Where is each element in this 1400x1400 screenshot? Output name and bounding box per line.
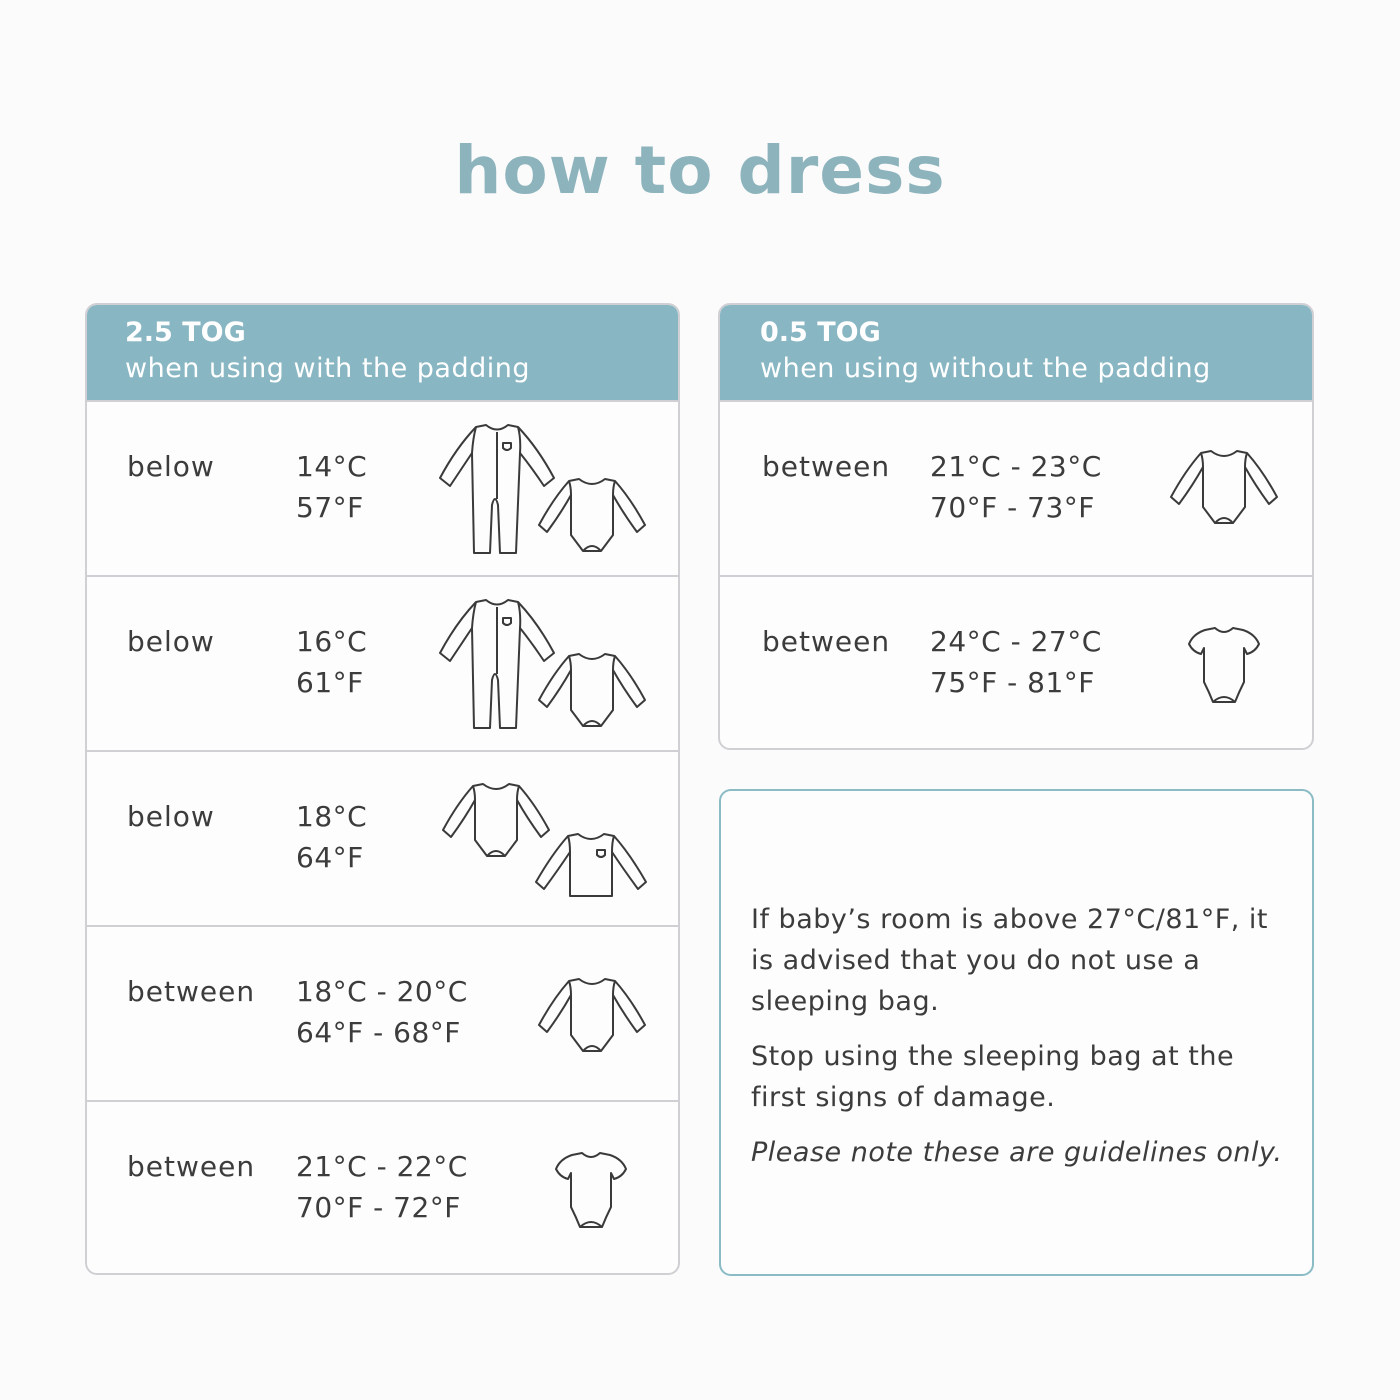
tog-2-5-table — [85, 303, 680, 1275]
temp-celsius: 14°C — [296, 450, 368, 483]
tog-0-5-table — [718, 303, 1314, 750]
table-row — [87, 1100, 678, 1275]
safety-note — [719, 789, 1314, 1276]
temp-celsius: 18°C - 20°C — [296, 975, 468, 1008]
table-row — [87, 575, 678, 750]
long-sleeve-bodysuit-icon — [537, 475, 647, 555]
tog-rating: 2.5 TOG — [125, 317, 246, 348]
temp-celsius: 18°C — [296, 800, 368, 833]
temp-fahrenheit: 64°F — [296, 841, 364, 874]
temp-fahrenheit: 61°F — [296, 666, 364, 699]
table-header — [720, 305, 1312, 400]
condition-label: between — [762, 625, 891, 658]
condition-label: between — [127, 975, 256, 1008]
temp-fahrenheit: 57°F — [296, 491, 364, 524]
table-row — [87, 925, 678, 1100]
condition-label: between — [762, 450, 891, 483]
temp-fahrenheit: 75°F - 81°F — [930, 666, 1095, 699]
temp-fahrenheit: 70°F - 73°F — [930, 491, 1095, 524]
temp-celsius: 21°C - 22°C — [296, 1150, 468, 1183]
temp-fahrenheit: 64°F - 68°F — [296, 1016, 461, 1049]
long-sleeve-top-icon — [534, 830, 648, 900]
temp-fahrenheit: 70°F - 72°F — [296, 1191, 461, 1224]
temp-celsius: 24°C - 27°C — [930, 625, 1102, 658]
tog-rating: 0.5 TOG — [760, 317, 881, 348]
condition-label: between — [127, 1150, 256, 1183]
temp-celsius: 21°C - 23°C — [930, 450, 1102, 483]
tog-subtitle: when using without the padding — [760, 353, 1211, 384]
note-guidelines: Please note these are guidelines only. — [751, 1137, 1283, 1168]
tog-subtitle: when using with the padding — [125, 353, 530, 384]
long-sleeve-bodysuit-icon — [537, 975, 647, 1055]
note-damage: Stop using the sleeping bag at the first signs of damage. — [751, 1041, 1235, 1113]
condition-label: below — [127, 625, 215, 658]
table-row — [87, 400, 678, 575]
short-sleeve-bodysuit-icon — [554, 1149, 628, 1231]
condition-label: below — [127, 800, 215, 833]
temp-celsius: 16°C — [296, 625, 368, 658]
table-header — [87, 305, 678, 400]
page-title: how to dress — [454, 132, 946, 209]
condition-label: below — [127, 450, 215, 483]
long-sleeve-bodysuit-icon — [537, 650, 647, 730]
table-row — [720, 400, 1312, 575]
long-sleeve-bodysuit-icon — [1169, 447, 1279, 527]
table-row — [720, 575, 1312, 750]
table-row — [87, 750, 678, 925]
short-sleeve-bodysuit-icon — [1187, 624, 1261, 706]
note-room-temperature: If baby’s room is above 27°C/81°F, it is advised that you do not use a sleeping bag. — [751, 904, 1268, 1017]
